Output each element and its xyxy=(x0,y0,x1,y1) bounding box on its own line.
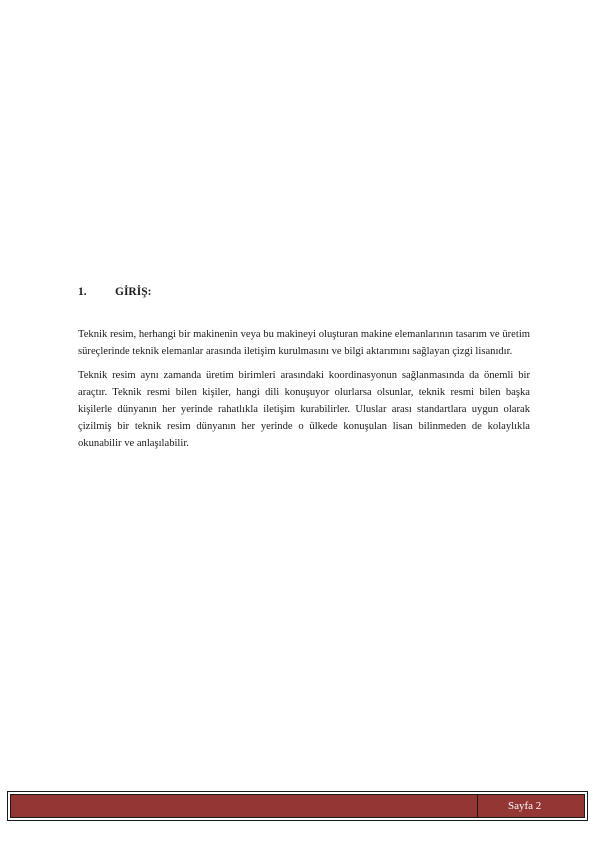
paragraph-1: Teknik resim, herhangi bir makinenin veya bu makineyi oluşturan makine elemanlarının tasarım ve üretim süreçlerinde teknik elemanlar arasında iletişim kurulmasını ve bilgi aktarımını sağlayan çizgi lisanıdır. xyxy=(78,329,530,357)
section-heading xyxy=(78,286,151,298)
body-text xyxy=(78,326,530,459)
footer-accent-bar xyxy=(10,794,478,818)
section-title: GİRİŞ: xyxy=(115,286,152,298)
page-footer xyxy=(7,791,588,821)
section-number: 1. xyxy=(78,286,87,298)
page-number-label: Sayfa 2 xyxy=(478,794,585,818)
paragraph-2: Teknik resim aynı zamanda üretim birimleri arasındaki koordinasyonun sağlanmasında da önemli bir araçtır. Teknik resmi bilen kişiler, hangi dili konuşuyor olurlarsa olsunlar, teknik resmi bilen başka kişilerle dünyanın her yerinde rahatlıkla iletişim kurabilirler. Uluslar arası standartlara uygun olarak çizilmiş bir teknik resim dünyanın her yerinde o ülkede konuşulan lisan bilinmeden de kolaylıkla okunabilir ve anlaşılabilir. xyxy=(78,370,530,449)
footer-inner xyxy=(10,794,585,818)
